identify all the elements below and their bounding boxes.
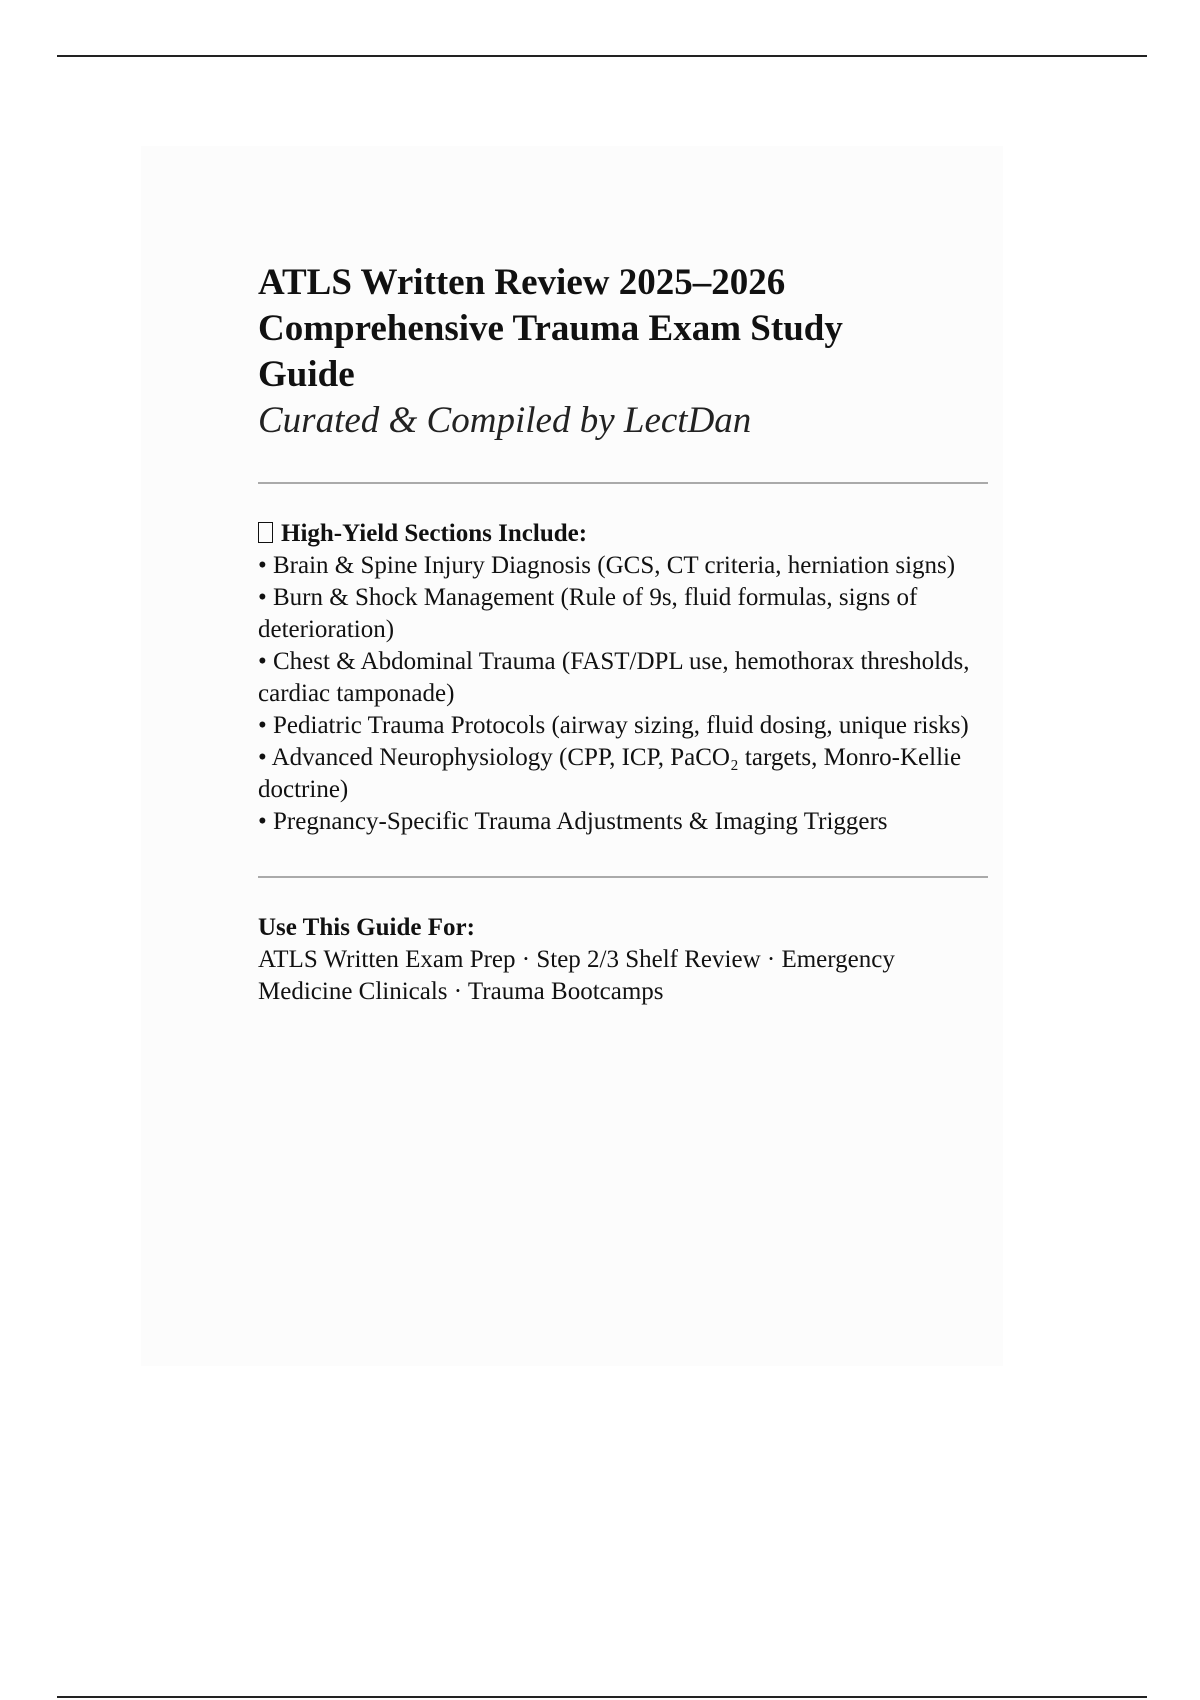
- missing-glyph-box-icon: [258, 522, 273, 543]
- list-item: • Chest & Abdominal Trauma (FAST/DPL use, hemothorax thresholds, cardiac tamponade): [258, 648, 970, 707]
- list-item: • Burn & Shock Management (Rule of 9s, fluid formulas, signs of deterioration): [258, 584, 918, 643]
- sections-heading: [258, 518, 988, 550]
- sections-heading-text: High-Yield Sections Include:: [281, 520, 588, 547]
- page-bottom-rule: [57, 1696, 1147, 1698]
- list-item: • Advanced Neurophysiology (CPP, ICP, PaCO₂ targets, Monro-Kellie doctrine): [258, 744, 962, 803]
- page-top-rule: [57, 55, 1147, 57]
- title-line: Guide: [258, 354, 355, 395]
- list-item: • Pediatric Trauma Protocols (airway sizing, fluid dosing, unique risks): [258, 712, 969, 739]
- document-title: [258, 260, 988, 398]
- list-item: • Brain & Spine Injury Diagnosis (GCS, CT criteria, herniation signs): [258, 552, 956, 579]
- use-for-heading: Use This Guide For:: [258, 914, 475, 941]
- title-line: Comprehensive Trauma Exam Study: [258, 308, 843, 349]
- document-subtitle: Curated & Compiled by LectDan: [258, 400, 752, 441]
- section-divider: [258, 482, 988, 484]
- section-divider: [258, 876, 988, 878]
- title-line: ATLS Written Review 2025–2026: [258, 262, 786, 303]
- list-item: • Pregnancy-Specific Trauma Adjustments & Imaging Triggers: [258, 808, 888, 835]
- document-content: [258, 260, 988, 1008]
- use-for-text: ATLS Written Exam Prep · Step 2/3 Shelf Review · Emergency Medicine Clinicals · Trauma Bootcamps: [258, 946, 895, 1005]
